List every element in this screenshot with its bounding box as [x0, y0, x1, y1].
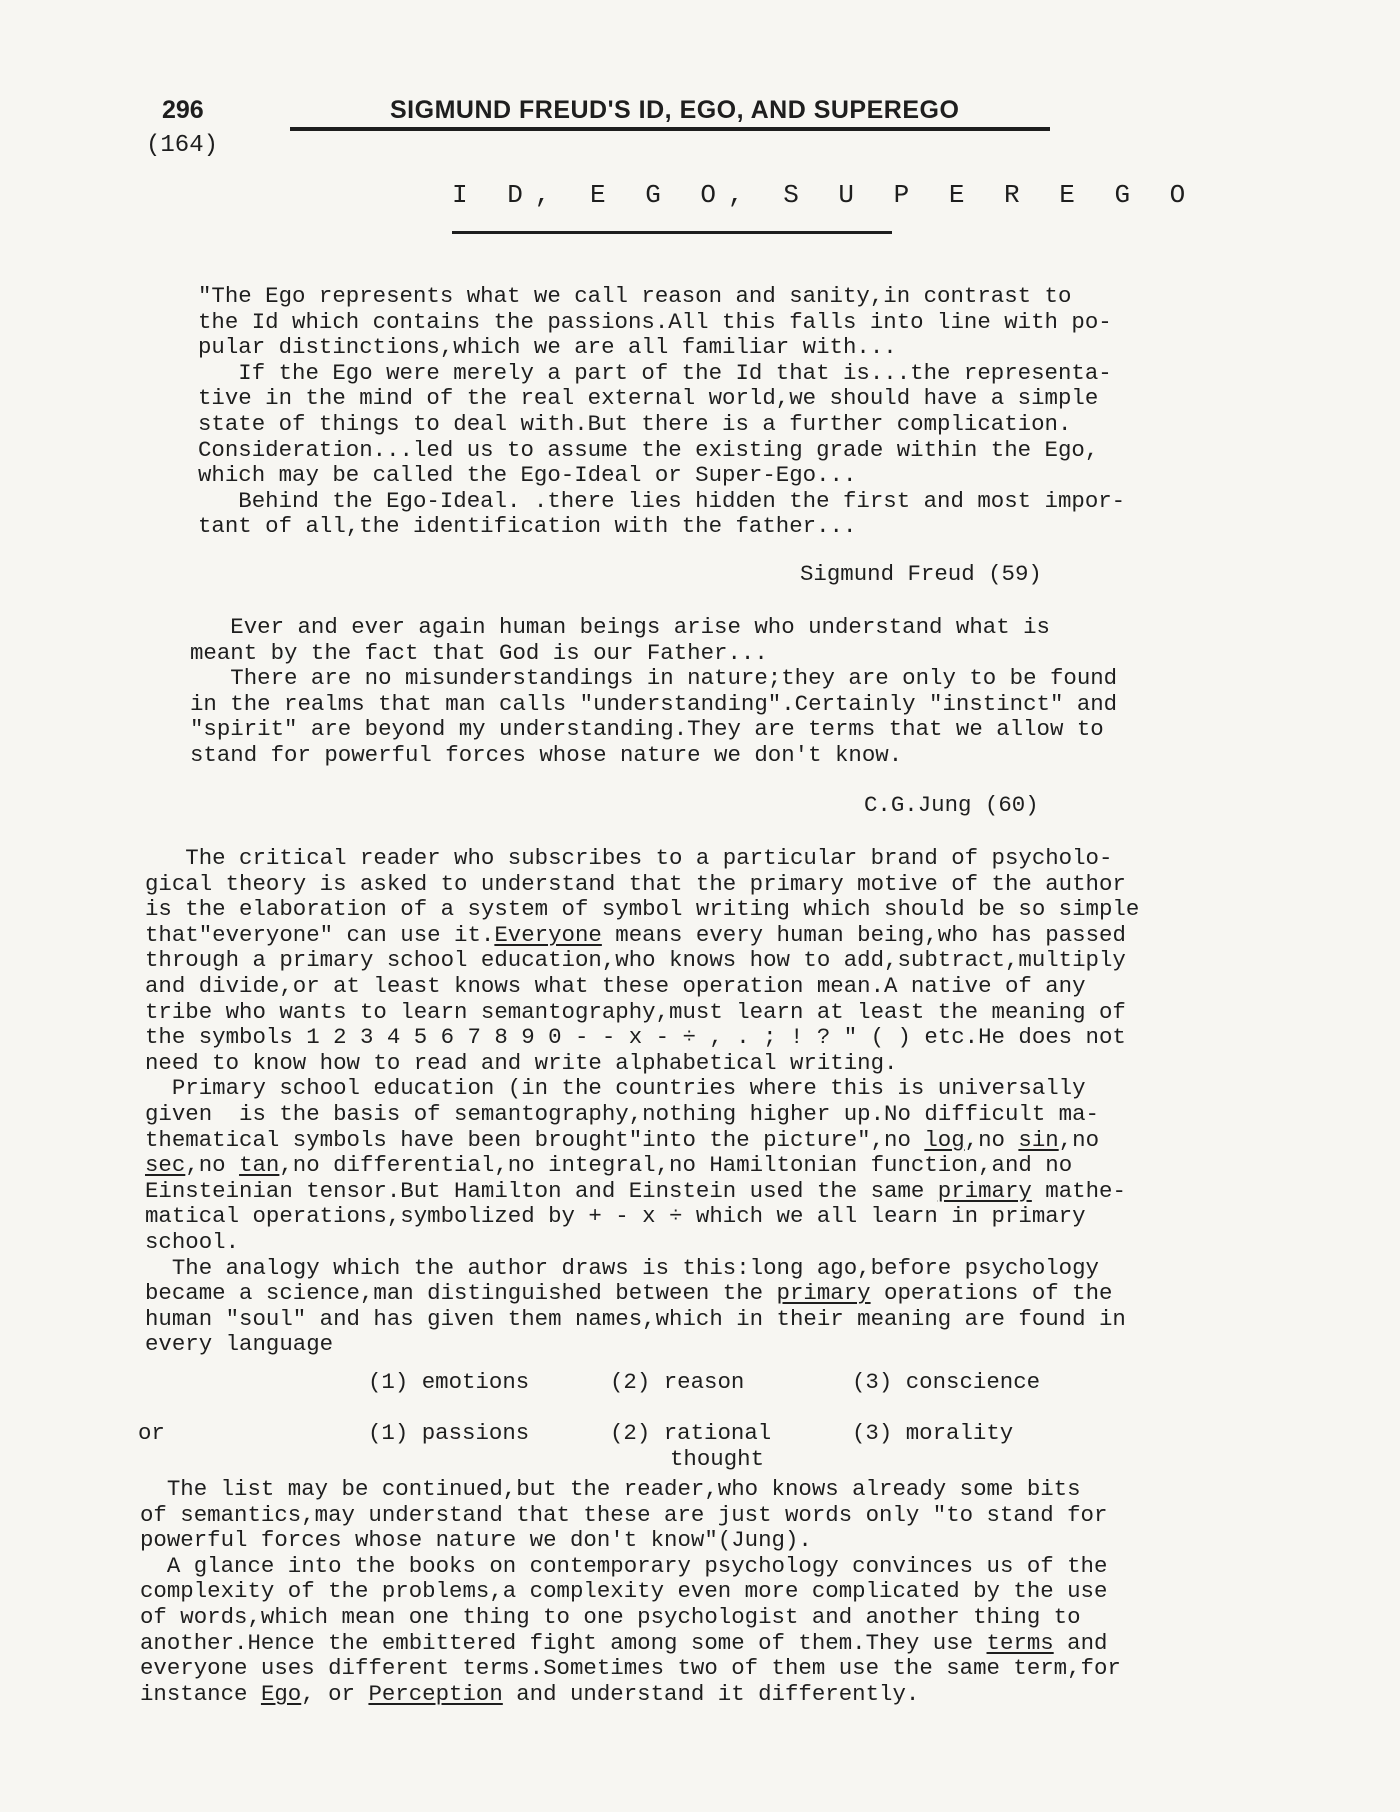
text-line: matical operations,symbolized by + - x ÷ which we all learn in primary: [145, 1203, 1086, 1230]
text-fragment: ,no differential,no integral,no Hamiltonian function,and no: [279, 1152, 1073, 1179]
text-line: The analogy which the author draws is this:long ago,before psychology: [145, 1254, 1099, 1281]
list-item: (3) conscience: [852, 1369, 1041, 1395]
text-line: school.: [145, 1228, 240, 1255]
text-line: If the Ego were merely a part of the Id that is...the representa-: [198, 359, 1112, 386]
text-line: meant by the fact that God is our Father...: [190, 639, 768, 666]
list-item: (2) reason: [610, 1369, 745, 1395]
text-line: tive in the mind of the real external world,we should have a simple: [198, 385, 1099, 412]
text-line: the symbols 1 2 3 4 5 6 7 8 9 0 - - x - ÷ , . ; ! ? " ( ) etc.He does not: [145, 1024, 1126, 1051]
text-line: everyone uses different terms.Sometimes two of them use the same term,for: [140, 1655, 1121, 1682]
header-rule: [290, 127, 1050, 131]
jung-attribution: C.G.Jung (60): [864, 792, 1039, 818]
text-line: need to know how to read and write alphabetical writing.: [145, 1049, 898, 1076]
text-line: means every human being,who has passed: [601, 921, 1126, 948]
text-line: state of things to deal with.But there is a further complication.: [198, 410, 1072, 437]
text-fragment: , or: [301, 1680, 369, 1707]
underlined-term: tan: [239, 1152, 280, 1179]
text-line: "spirit" are beyond my understanding.They are terms that we allow to: [190, 716, 1104, 743]
text-line: tribe who wants to learn semantography,must learn at least the meaning of: [145, 998, 1126, 1025]
text-line: every language: [145, 1331, 334, 1358]
or-label: or: [138, 1420, 165, 1446]
underlined-term: primary: [776, 1280, 871, 1307]
text-fragment: and understand it differently.: [502, 1680, 920, 1707]
text-line: in the realms that man calls "understanding".Certainly "instinct" and: [190, 690, 1118, 717]
text-line: is the elaboration of a system of symbol writing which should be so simple: [145, 896, 1140, 923]
text-line: The critical reader who subscribes to a particular brand of psycholo-: [145, 845, 1113, 871]
list-item: (1) emotions: [368, 1369, 530, 1395]
closing-text: [140, 1477, 1121, 1707]
section-title: I D, E G O, S U P E R E G O: [452, 180, 1198, 210]
underlined-term: terms: [986, 1629, 1054, 1656]
underlined-term: Ego: [260, 1680, 302, 1707]
title-rule: [452, 231, 892, 234]
list-item: (1) passions: [368, 1420, 530, 1446]
underlined-term: sin: [1018, 1126, 1059, 1153]
text-line: tant of all,the identification with the father...: [198, 513, 857, 540]
text-line: another.Hence the embittered fight among some of them.They use: [140, 1629, 987, 1656]
text-line: of words,which mean one thing to one psychologist and another thing to: [140, 1603, 1081, 1630]
text-line: of semantics,may understand that these are just words only "to stand for: [140, 1501, 1108, 1528]
text-line: that"everyone" can use it.: [145, 921, 495, 948]
freud-quote: [198, 284, 1125, 540]
text-line: powerful forces whose nature we don't know"(Jung).: [140, 1527, 812, 1554]
list-item-text: thought: [670, 1445, 765, 1472]
page-number: 296: [162, 96, 204, 124]
text-line: The list may be continued,but the reader,who knows already some bits: [140, 1476, 1081, 1502]
text-line: became a science,man distinguished between the: [145, 1280, 777, 1307]
text-line: A glance into the books on contemporary psychology convinces us of the: [140, 1552, 1108, 1579]
text-line: stand for powerful forces whose nature we don't know.: [190, 741, 903, 768]
text-line: Einsteinian tensor.But Hamilton and Einstein used the same: [145, 1177, 938, 1204]
text-fragment: ,no: [185, 1152, 240, 1179]
jung-quote: [190, 615, 1117, 769]
body-text: [145, 846, 1139, 1358]
text-line: through a primary school education,who knows how to add,subtract,multiply: [145, 947, 1126, 974]
text-line: and divide,or at least knows what these operation mean.A native of any: [145, 972, 1086, 999]
underlined-term: sec: [145, 1152, 186, 1179]
text-line: which may be called the Ego-Ideal or Super-Ego...: [198, 462, 857, 489]
list-item-text: (2) rational: [610, 1420, 772, 1446]
text-fragment: ,no: [964, 1126, 1019, 1153]
text-line: There are no misunderstandings in nature;they are only to be found: [190, 665, 1118, 692]
text-line: pular distinctions,which we are all familiar with...: [198, 334, 897, 361]
text-fragment: operations of the: [870, 1280, 1113, 1307]
text-line: the Id which contains the passions.All this falls into line with po-: [198, 308, 1112, 335]
text-fragment: mathe-: [1031, 1177, 1126, 1204]
original-page-number: (164): [146, 132, 219, 159]
text-fragment: and: [1053, 1629, 1108, 1656]
freud-attribution: Sigmund Freud (59): [800, 561, 1042, 587]
text-line: Behind the Ego-Ideal. .there lies hidden the first and most impor-: [198, 487, 1126, 514]
underlined-term: primary: [937, 1177, 1032, 1204]
text-line: "The Ego represents what we call reason and sanity,in contrast to: [198, 283, 1072, 309]
text-line: Consideration...led us to assume the existing grade within the Ego,: [198, 436, 1099, 463]
underlined-term: log: [924, 1126, 965, 1153]
text-line: complexity of the problems,a complexity even more complicated by the use: [140, 1578, 1108, 1605]
text-line: thematical symbols have been brought"into the picture",no: [145, 1126, 925, 1153]
underlined-term: Perception: [368, 1680, 503, 1707]
text-line: Primary school education (in the countries where this is universally: [145, 1075, 1086, 1102]
text-line: Ever and ever again human beings arise who understand what is: [190, 614, 1050, 640]
underlined-term: Everyone: [494, 921, 602, 948]
text-line: instance: [140, 1680, 261, 1707]
text-line: human "soul" and has given them names,which in their meaning are found in: [145, 1305, 1126, 1332]
list-item: [610, 1421, 771, 1472]
running-head: SIGMUND FREUD'S ID, EGO, AND SUPEREGO: [390, 96, 960, 124]
list-item: (3) morality: [852, 1420, 1014, 1446]
text-line: gical theory is asked to understand that the primary motive of the author: [145, 870, 1126, 897]
text-line: given is the basis of semantography,nothing higher up.No difficult ma-: [145, 1100, 1099, 1127]
text-fragment: ,no: [1058, 1126, 1100, 1153]
